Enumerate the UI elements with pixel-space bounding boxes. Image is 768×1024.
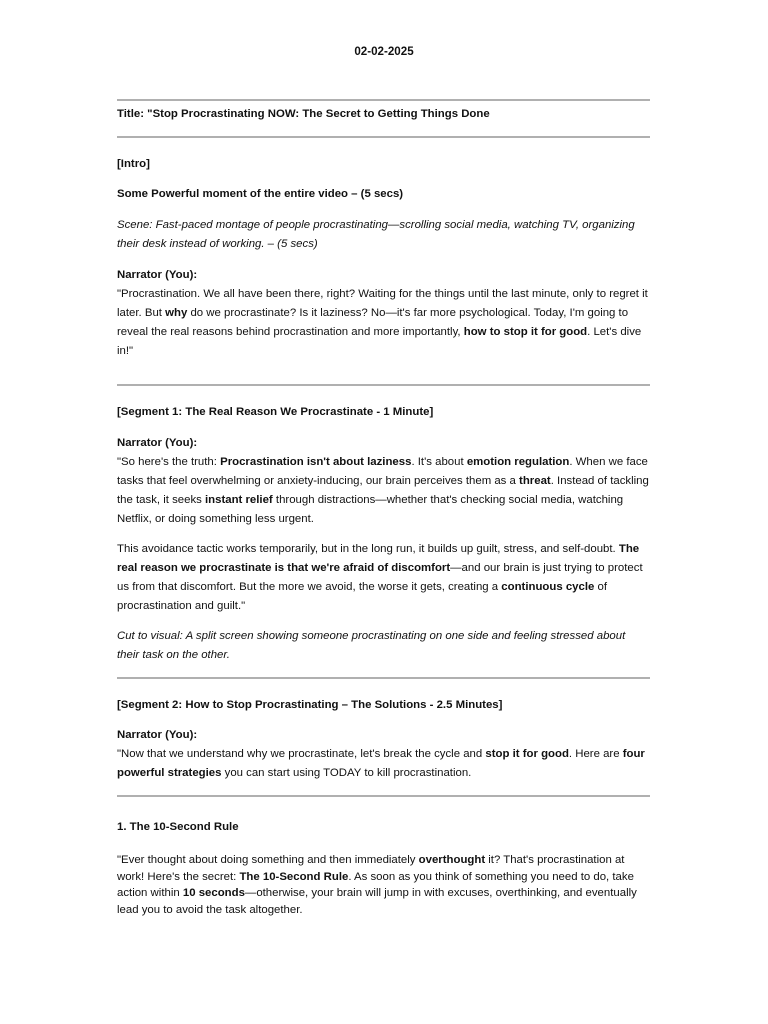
intro-heading: [Intro] bbox=[117, 158, 150, 170]
horizontal-rule bbox=[117, 677, 650, 679]
intro-scene: Scene: Fast-paced montage of people procrastinating—scrolling social media, watching TV, organizing their desk instead of working. – (5 secs) bbox=[117, 219, 635, 250]
horizontal-rule bbox=[117, 99, 650, 101]
horizontal-rule bbox=[117, 384, 650, 386]
horizontal-rule bbox=[117, 795, 650, 797]
narrator-label: Narrator (You): bbox=[117, 269, 198, 281]
intro-paragraph: "Procrastination. We all have been there, right? Waiting for the things until the last minute, only to regret it later. But why do we procrastinate? Is it laziness? No—it's far more psychological. Today, I'm going to reveal the real reasons behind procrastination and more importantly, how to stop it for good. Let's dive in!" bbox=[117, 288, 648, 357]
segment1-visual-note: Cut to visual: A split screen showing someone procrastinating on one side and feeling stressed about their task on the other. bbox=[117, 630, 626, 661]
narrator-label: Narrator (You): bbox=[117, 437, 198, 449]
rule1-paragraph: "Ever thought about doing something and then immediately overthought it? That's procrastination at work! Here's the secret: The 10-Second Rule. As soon as you think of something you need to do, take action within 10 seconds—otherwise, your brain will jump in with excuses, overthinking, and eventually lead you to avoid the task altogether. bbox=[117, 854, 637, 916]
segment1-paragraph-2: This avoidance tactic works temporarily, but in the long run, it builds up guilt, stress, and self-doubt. The real reason we procrastinate is that we're afraid of discomfort—and our brain is just trying to protect us from that discomfort. But the more we avoid, the worse it gets, creating a continuous cycle of procrastination and guilt." bbox=[117, 543, 643, 612]
rule1-heading: 1. The 10-Second Rule bbox=[117, 821, 239, 833]
document-date: 02-02-2025 bbox=[354, 45, 414, 58]
segment2-heading: [Segment 2: How to Stop Procrastinating – The Solutions - 2.5 Minutes] bbox=[117, 699, 503, 711]
narrator-label: Narrator (You): bbox=[117, 729, 198, 741]
segment1-paragraph-1: "So here's the truth: Procrastination isn't about laziness. It's about emotion regulation. When we face tasks that feel overwhelming or anxiety-inducing, our brain perceives them as a threat. Instead of tackling the task, it seeks instant relief through distractions—whether that's checking social media, watching Netflix, or doing something less urgent. bbox=[117, 456, 649, 525]
horizontal-rule bbox=[117, 136, 650, 138]
intro-moment: Some Powerful moment of the entire video – (5 secs) bbox=[117, 188, 404, 200]
segment2-paragraph: "Now that we understand why we procrastinate, let's break the cycle and stop it for good. Here are four powerful strategies you can start using TODAY to kill procrastination. bbox=[117, 748, 645, 779]
segment1-heading: [Segment 1: The Real Reason We Procrastinate - 1 Minute] bbox=[117, 406, 434, 418]
document-title: Title: "Stop Procrastinating NOW: The Secret to Getting Things Done bbox=[117, 108, 490, 120]
